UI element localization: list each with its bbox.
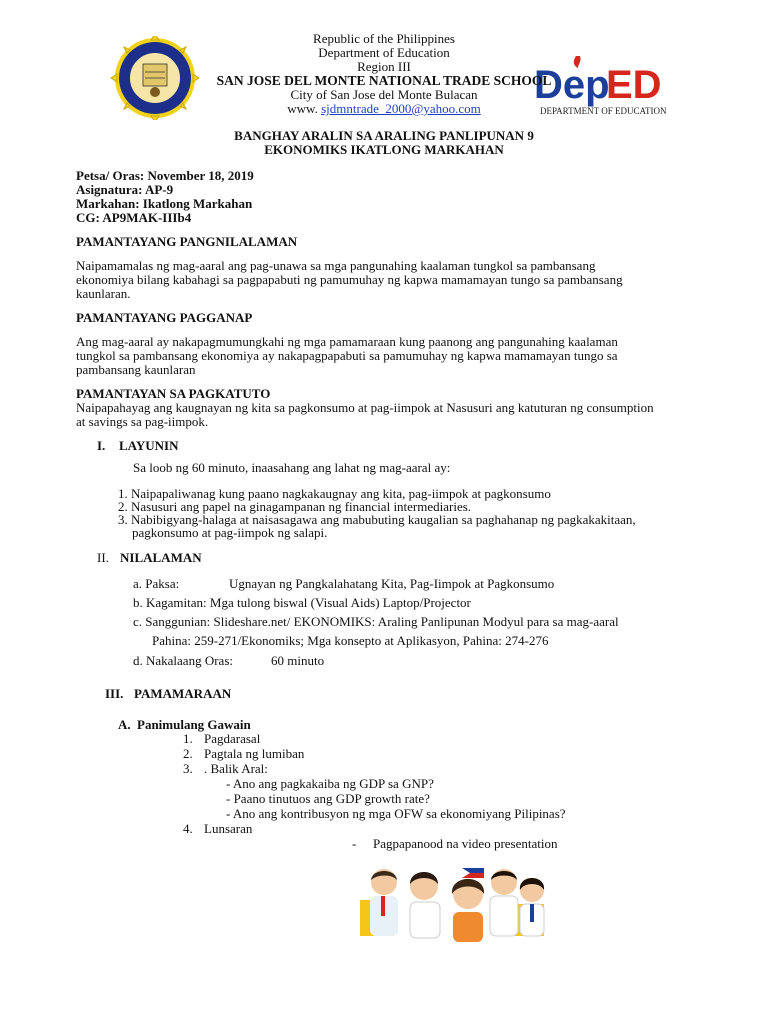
layunin-item-2: 2. Nasusuri ang papel na ginagampanan ng financial intermediaries. [118, 499, 472, 514]
pamamaraan-number: III. [105, 686, 124, 701]
paksa-value: Ugnayan ng Pangkalahatang Kita, Pag-Iimpok at Pagkonsumo [229, 576, 555, 591]
layunin-item-1: 1. Naipapaliwanag kung paano nagkakaugnay ang kita, pag-iimpok at pagkonsumo [118, 486, 551, 501]
header-school-name: SAN JOSE DEL MONTE NATIONAL TRADE SCHOOL [216, 73, 552, 88]
oras-label: d. Nakalaang Oras: [133, 653, 233, 668]
pagkatuto-line: at savings sa pag-iimpok. [76, 414, 209, 429]
pangnilalaman-line: kaunlaran. [76, 286, 131, 301]
step-number: 1. [183, 731, 193, 746]
deped-subtitle: DEPARTMENT OF EDUCATION [540, 106, 667, 116]
step-text: Pagdarasal [204, 731, 261, 746]
sub-heading: Panimulang Gawain [137, 717, 251, 732]
pagganap-line: tungkol sa pambansang ekonomiya ay nakapagpapabuti sa pamumuhay ng kapwa mamamayan tungo sa [76, 348, 618, 363]
meta-asignatura: Asignatura: AP-9 [76, 182, 174, 197]
pagkatuto-heading: PAMANTAYAN SA PAGKATUTO [76, 386, 271, 401]
layunin-number: I. [97, 438, 106, 453]
header-region: Region III [357, 59, 411, 74]
students-illustration [354, 860, 550, 944]
pangnilalaman-line: Naipamamalas ng mag-aaral ang pag-unawa sa mga pangunahing kaalaman tungkol sa pambansang [76, 258, 596, 273]
step-number: 4. [183, 821, 193, 836]
header-republic: Republic of the Philippines [313, 31, 455, 46]
sanggunian-cont: Pahina: 259-271/Ekonomiks; Mga konsepto at Aplikasyon, Pahina: 274-276 [152, 633, 549, 648]
video-dash: - [352, 836, 357, 851]
header-department: Department of Education [318, 45, 450, 60]
sub-letter: A. [118, 717, 131, 732]
sanggunian: c. Sanggunian: Slideshare.net/ EKONOMIKS: Araling Panlipunan Modyul para sa mag-aaral [133, 614, 619, 629]
pagganap-line: pambansang kaunlaran [76, 362, 196, 377]
pangnilalaman-line: ekonomiya bilang kabahagi sa pagpapabuti ng pamumuhay ng kapwa mamamayan tungo sa pambansang [76, 272, 623, 287]
review-question: - Ano ang kontribusyon ng mga OFW sa ekonomiyang Pilipinas? [226, 806, 566, 821]
paksa-label: a. Paksa: [133, 576, 180, 591]
nilalaman-number: II. [97, 550, 109, 565]
pagkatuto-line: Naipapahayag ang kaugnayan ng kita sa pagkonsumo at pag-iimpok at Nasusuri ang katuturan ng consumption [76, 400, 654, 415]
review-question: - Ano ang pagkakaiba ng GDP sa GNP? [226, 776, 434, 791]
plan-title: BANGHAY ARALIN SA ARALING PANLIPUNAN 9 [234, 128, 534, 143]
meta-cg: CG: AP9MAK-IIIb4 [76, 210, 192, 225]
pangnilalaman-heading: PAMANTAYANG PANGNILALAMAN [76, 234, 298, 249]
step-text: Pagtala ng lumiban [204, 746, 305, 761]
www-prefix: www. [287, 101, 318, 116]
step-number: 2. [183, 746, 193, 761]
layunin-heading: LAYUNIN [119, 438, 179, 453]
svg-text:Dep: Dep [534, 63, 610, 107]
oras-value: 60 minuto [271, 653, 325, 668]
layunin-item-3-cont: pagkonsumo at pag-iimpok ng salapi. [132, 525, 328, 540]
review-question: - Paano tinutuos ang GDP growth rate? [226, 791, 430, 806]
meta-petsa: Petsa/ Oras: November 18, 2019 [76, 168, 254, 183]
header-website [0, 101, 768, 116]
svg-text:ED: ED [606, 63, 662, 107]
meta-markahan: Markahan: Ikatlong Markahan [76, 196, 253, 211]
pamamaraan-heading: PAMAMARAAN [134, 686, 232, 701]
step-number: 3. [183, 761, 193, 776]
video-text: Pagpapanood na video presentation [373, 836, 558, 851]
email-link[interactable]: sjdmntrade_2000@yahoo.com [321, 101, 481, 116]
step-text: Lunsaran [204, 821, 253, 836]
kagamitan: b. Kagamitan: Mga tulong biswal (Visual Aids) Laptop/Projector [133, 595, 471, 610]
layunin-item-3: 3. Nabibigyang-halaga at naisasagawa ang mabubuting kaugalian sa paghahanap ng pagkakakitaan, [118, 512, 636, 527]
plan-subtitle: EKONOMIKS IKATLONG MARKAHAN [264, 142, 504, 157]
header-city: City of San Jose del Monte Bulacan [290, 87, 478, 102]
step-text: . Balik Aral: [204, 761, 268, 776]
pagganap-heading: PAMANTAYANG PAGGANAP [76, 310, 253, 325]
nilalaman-heading: NILALAMAN [120, 550, 202, 565]
layunin-intro: Sa loob ng 60 minuto, inaasahang ang lahat ng mag-aaral ay: [133, 460, 451, 475]
pagganap-line: Ang mag-aaral ay nakapagmumungkahi ng mga pamamaraan kung paanong ang pangunahing kaalaman [76, 334, 618, 349]
